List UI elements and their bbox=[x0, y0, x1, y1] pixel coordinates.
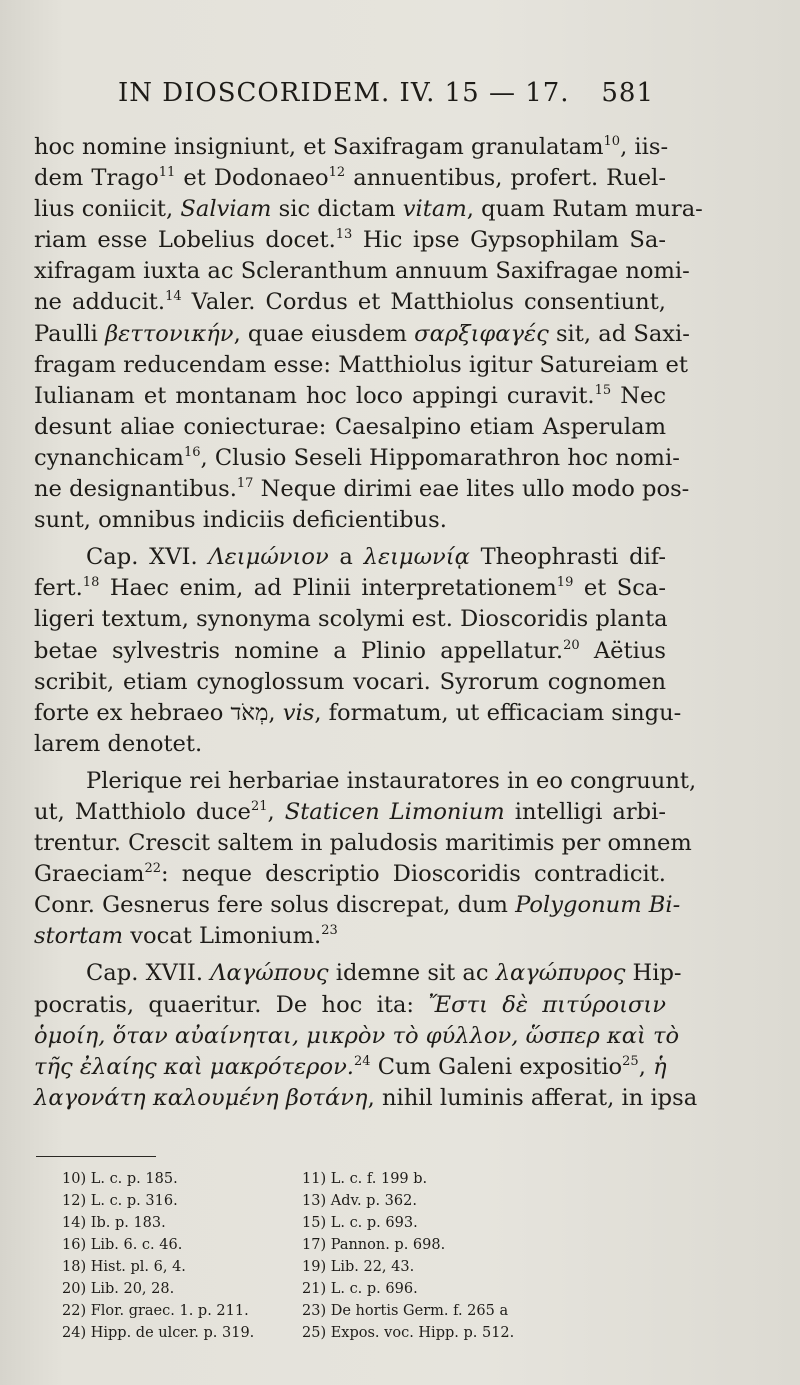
text-run: ut, Matthiolo duce bbox=[34, 798, 251, 825]
italic-text: λαγονάτη καλουμένη βοτάνη bbox=[34, 1084, 368, 1111]
footnote-row bbox=[62, 1322, 662, 1344]
text-run: Graeciam bbox=[34, 861, 145, 888]
text-line bbox=[34, 542, 666, 573]
text-line bbox=[34, 163, 666, 194]
text-line bbox=[34, 573, 666, 604]
footnote-ref: 13 bbox=[335, 227, 353, 243]
text-run: Neque dirimi eae lites ullo modo pos- bbox=[253, 476, 690, 503]
text-line bbox=[34, 921, 666, 952]
footnote-ref: 19 bbox=[556, 575, 574, 591]
text-run: : neque descriptio Dioscoridis contradicit. bbox=[161, 861, 666, 888]
text-run: trentur. Crescit saltem in paludosis maritimis per omnem bbox=[34, 830, 692, 857]
footnote: 23) De hortis Germ. f. 265 a bbox=[302, 1303, 509, 1319]
text-line bbox=[34, 443, 680, 474]
footnote-ref: 16 bbox=[183, 444, 201, 460]
footnote-ref: 24 bbox=[354, 1053, 371, 1069]
text-run: Hic ipse Gypsophilam Sa- bbox=[352, 227, 666, 254]
text-run: pocratis, quaeritur. De hoc ita: bbox=[34, 991, 429, 1018]
text-run: a bbox=[328, 544, 364, 571]
text-run: ne designantibus. bbox=[34, 476, 237, 503]
text-run: Cap. XVI. bbox=[86, 544, 209, 571]
text-run: ligeri textum, synonyma scolymi est. Dioscoridis planta bbox=[34, 606, 668, 633]
footnote-ref: 10 bbox=[603, 134, 621, 149]
text-line bbox=[34, 1021, 680, 1052]
text-run: Hip- bbox=[625, 960, 682, 987]
text-line bbox=[34, 990, 666, 1021]
footnote-ref: 23 bbox=[321, 923, 338, 939]
italic-text: λαγώπυρος bbox=[495, 960, 626, 987]
footnote-row bbox=[62, 1234, 662, 1256]
text-run: scribit, etiam cynoglossum vocari. Syrorum cognomen bbox=[34, 668, 666, 695]
text-line bbox=[34, 287, 666, 318]
text-run: et Dodonaeo bbox=[175, 165, 329, 192]
footnote-ref: 21 bbox=[250, 798, 268, 814]
text-run: xifragam iuxta ac Scleranthum annuum Saxifragae nomi- bbox=[34, 258, 690, 285]
text-line bbox=[34, 256, 690, 287]
text-line bbox=[34, 505, 666, 536]
text-line bbox=[34, 381, 666, 412]
text-line bbox=[34, 859, 666, 890]
text-line bbox=[34, 474, 690, 505]
footnote: 15) L. c. p. 693. bbox=[302, 1215, 418, 1231]
text-line bbox=[34, 319, 690, 350]
footnote-ref: 25 bbox=[622, 1053, 639, 1069]
footnote-ref: 17 bbox=[236, 476, 254, 492]
text-run: desunt aliae coniecturae: Caesalpino etiam Asperulam bbox=[34, 413, 666, 440]
text-run: , formatum, ut efficaciam singu- bbox=[314, 699, 682, 726]
footnote-ref: 22 bbox=[144, 861, 162, 877]
italic-text: Ἔστι δὲ πιτύροισιν bbox=[428, 991, 666, 1018]
body-text bbox=[34, 132, 703, 1114]
italic-text: βεττονικήν bbox=[105, 320, 234, 347]
text-run: Cum Galeni expositio bbox=[370, 1053, 623, 1080]
text-run: Plerique rei herbariae instauratores in eo congruunt, bbox=[86, 767, 697, 794]
text-run: sunt, omnibus indiciis deficientibus. bbox=[34, 507, 447, 534]
text-line bbox=[34, 667, 666, 698]
footnote: 11) L. c. f. 199 b. bbox=[302, 1171, 428, 1187]
footnote: 13) Adv. p. 362. bbox=[302, 1193, 417, 1209]
text-run: cynanchicam bbox=[34, 444, 184, 471]
text-run: , bbox=[267, 798, 285, 825]
text-run: , nihil luminis afferat, in ipsa bbox=[367, 1084, 698, 1111]
text-run: Aëtius bbox=[579, 637, 666, 664]
footnote: 22) Flor. graec. 1. p. 211. bbox=[62, 1303, 249, 1319]
italic-text: vitam bbox=[402, 196, 467, 223]
footnote: 14) Ib. p. 183. bbox=[62, 1215, 166, 1231]
footnote-ref: 11 bbox=[158, 165, 176, 181]
italic-text: Staticen Limonium bbox=[284, 798, 505, 825]
text-run: Paulli bbox=[34, 320, 106, 347]
footnote: 18) Hist. pl. 6, 4. bbox=[62, 1259, 186, 1275]
footnote: 24) Hipp. de ulcer. p. 319. bbox=[62, 1325, 255, 1341]
italic-text: Λειμώνιον bbox=[208, 544, 329, 571]
italic-text: Polygonum Bi- bbox=[515, 892, 681, 919]
text-line bbox=[34, 729, 666, 760]
text-run: , quae eiusdem bbox=[233, 320, 415, 347]
footnote: 17) Pannon. p. 698. bbox=[302, 1237, 446, 1253]
text-run: fert. bbox=[34, 575, 83, 602]
footnote-row bbox=[62, 1190, 662, 1212]
footnote: 12) L. c. p. 316. bbox=[62, 1193, 178, 1209]
text-run: Valer. Cordus et Matthiolus consentiunt, bbox=[181, 289, 666, 316]
footnote: 21) L. c. p. 696. bbox=[302, 1281, 418, 1297]
text-run: ne adducit. bbox=[34, 289, 166, 316]
text-run: , iis- bbox=[620, 134, 669, 160]
italic-text: Salviam bbox=[180, 196, 272, 223]
text-line bbox=[34, 412, 666, 443]
text-run: sit, ad Saxi- bbox=[548, 320, 690, 347]
footnote-row bbox=[62, 1168, 662, 1190]
italic-text: vis bbox=[282, 699, 315, 726]
text-run: intelligi arbi- bbox=[504, 798, 666, 825]
text-line bbox=[34, 890, 681, 921]
text-run: forte ex hebraeo bbox=[34, 699, 231, 726]
footnote-ref: 20 bbox=[563, 637, 580, 653]
text-run: , quam Rutam mura- bbox=[466, 196, 703, 223]
text-run: annuentibus, profert. Ruel- bbox=[345, 165, 666, 192]
footnote-row bbox=[62, 1300, 662, 1322]
footnote-rule bbox=[36, 1156, 156, 1157]
text-line bbox=[34, 1052, 666, 1083]
text-run: , bbox=[638, 1053, 654, 1080]
text-run: Iulianam et montanam hoc loco appingi curavit. bbox=[34, 382, 595, 409]
text-run: betae sylvestris nomine a Plinio appellatur. bbox=[34, 637, 564, 664]
footnote: 25) Expos. voc. Hipp. p. 512. bbox=[302, 1325, 515, 1341]
italic-text: stortam bbox=[34, 923, 124, 950]
text-run: vocat Limonium. bbox=[123, 923, 322, 950]
text-line bbox=[34, 604, 666, 635]
running-title: IN DIOSCORIDEM. IV. 15 — 17. bbox=[118, 78, 570, 108]
footnote-row bbox=[62, 1212, 662, 1234]
text-line bbox=[34, 828, 692, 859]
italic-text: σαρξιφαγές bbox=[414, 320, 549, 347]
text-line bbox=[34, 766, 697, 797]
text-run: sic dictam bbox=[271, 196, 403, 223]
italic-text: ὁμοίη, ὅταν αὐαίνηται, μικρὸν τὸ φύλλον, ὥσπερ καὶ τὸ bbox=[34, 1022, 680, 1049]
text-run: et Sca- bbox=[573, 575, 667, 602]
page-number: 581 bbox=[601, 78, 654, 108]
text-line bbox=[34, 958, 682, 989]
text-run: Nec bbox=[611, 382, 666, 409]
text-line bbox=[34, 350, 688, 381]
italic-text: ἡ bbox=[653, 1053, 667, 1080]
footnote-ref: 12 bbox=[328, 165, 346, 181]
footnote-row bbox=[62, 1256, 662, 1278]
text-run: fragam reducendam esse: Matthiolus igitur Satureiam et bbox=[34, 351, 688, 378]
text-run: Theophrasti dif- bbox=[469, 544, 666, 571]
text-run: , bbox=[268, 699, 283, 726]
footnote: 19) Lib. 22, 43. bbox=[302, 1259, 415, 1275]
text-run: hoc nomine insigniunt, et Saxifragam granulatam bbox=[34, 134, 604, 160]
text-line bbox=[34, 797, 666, 828]
italic-text: λειμωνίᾳ bbox=[363, 544, 470, 571]
footnote-row bbox=[62, 1278, 662, 1300]
text-run: Haec enim, ad Plinii interpretationem bbox=[99, 575, 557, 602]
text-line bbox=[34, 1083, 698, 1114]
footnote: 20) Lib. 20, 28. bbox=[62, 1281, 175, 1297]
text-line bbox=[34, 698, 682, 729]
text-run: dem Trago bbox=[34, 165, 159, 192]
text-line bbox=[34, 132, 669, 163]
text-run: Conr. Gesnerus fere solus discrepat, dum bbox=[34, 892, 516, 919]
text-run: larem denotet. bbox=[34, 730, 203, 757]
text-run: מְאֹד bbox=[230, 699, 269, 726]
running-header bbox=[118, 78, 654, 108]
text-line bbox=[34, 225, 666, 256]
text-line bbox=[34, 636, 666, 667]
footnote: 10) L. c. p. 185. bbox=[62, 1171, 178, 1187]
footnote-ref: 14 bbox=[165, 289, 182, 305]
footnote: 16) Lib. 6. c. 46. bbox=[62, 1237, 183, 1253]
text-run: idemne sit ac bbox=[328, 960, 496, 987]
footnotes bbox=[62, 1168, 662, 1344]
text-run: lius coniicit, bbox=[34, 196, 181, 223]
text-run: riam esse Lobelius docet. bbox=[34, 227, 336, 254]
text-run: Cap. XVII. bbox=[86, 960, 211, 987]
italic-text: τῆς ἐλαίης καὶ μακρότερον. bbox=[34, 1053, 354, 1080]
text-run: , Clusio Seseli Hippomarathron hoc nomi- bbox=[200, 444, 680, 471]
footnote-ref: 18 bbox=[82, 575, 100, 591]
text-line bbox=[34, 194, 703, 225]
footnote-ref: 15 bbox=[594, 382, 612, 398]
italic-text: Λαγώπους bbox=[210, 960, 329, 987]
